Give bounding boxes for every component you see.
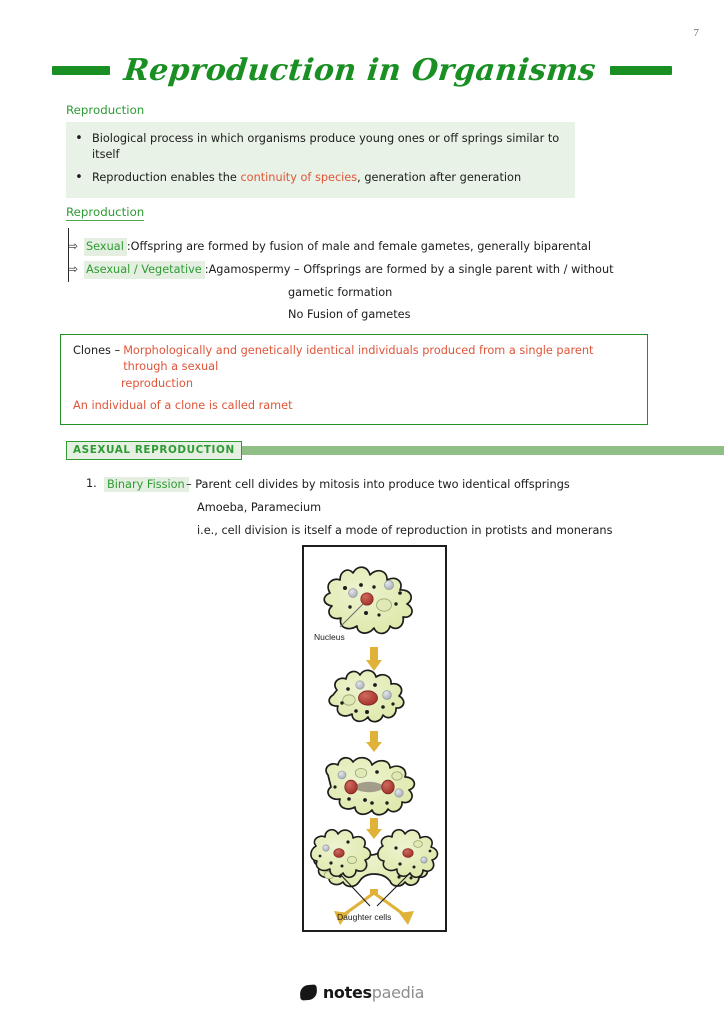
list-item	[66, 128, 575, 167]
title-rule-right	[610, 66, 672, 75]
reproduction-type-row-sexual	[68, 238, 591, 256]
bullet-icon: •	[75, 131, 83, 146]
title-rule-left	[52, 66, 110, 75]
binary-fission-term: Binary Fission	[104, 477, 189, 492]
page-title: Reproduction in Organisms	[122, 52, 598, 88]
clones-definition: Morphologically and genetically identical individuals produced from a single parent through a sexual	[123, 344, 594, 374]
daughter-cell-right	[378, 830, 438, 878]
type-term-asexual: Asexual / Vegetative	[84, 261, 205, 279]
reproduction-type-row-asexual	[68, 261, 614, 279]
notespaedia-wordmark	[323, 983, 424, 1002]
bullet-icon: •	[75, 169, 83, 185]
nucleus-label: Nucleus	[314, 632, 345, 642]
binary-fission-line-2: Amoeba, Paramecium	[197, 501, 322, 514]
highlighted-term: continuity of species	[240, 170, 358, 184]
diagram-arrow-1	[366, 647, 382, 671]
footer-logo	[0, 983, 724, 1002]
diagram-stage-2	[329, 670, 404, 721]
reproduction-intro-heading: Reproduction	[66, 103, 145, 117]
type-term-sexual: Sexual	[84, 238, 127, 256]
logo-text-light: paedia	[371, 983, 425, 1002]
page-number: 7	[693, 27, 699, 39]
daughter-cell-left	[311, 830, 371, 878]
binary-fission-line-3: i.e., cell division is itself a mode of reproduction in protists and monerans	[197, 524, 613, 537]
type-separator: :	[126, 240, 131, 253]
logo-text-bold: notes	[322, 983, 372, 1002]
diagram-stage-3	[326, 758, 414, 815]
type-continuation-line-1: gametic formation	[288, 286, 393, 299]
chapter-title-row	[0, 50, 724, 90]
daughter-cells-label: Daughter cells	[337, 912, 392, 922]
type-continuation-line-2: No Fusion of gametes	[288, 308, 411, 321]
clones-callout-box	[60, 334, 648, 425]
diagram-stage-1	[314, 567, 412, 642]
type-description-asexual: Agamospermy – Offsprings are formed by a single parent with / without	[208, 263, 614, 276]
binary-fission-line-1: – Parent cell divides by mitosis into produce two identical offsprings	[186, 478, 570, 491]
list-number: 1.	[86, 477, 97, 490]
arrow-right-icon: ⇨	[68, 262, 79, 276]
arrow-right-icon: ⇨	[68, 239, 79, 253]
diagram-arrow-2	[366, 731, 382, 752]
list-item	[66, 167, 575, 190]
list-item-text-post: , generation after generation	[357, 170, 522, 184]
type-separator: :	[204, 263, 209, 276]
type-description-sexual: Offspring are formed by fusion of male and female gametes, generally biparental	[130, 240, 591, 253]
clones-line-1	[73, 343, 635, 376]
section-title-badge: ASEXUAL REPRODUCTION	[66, 441, 242, 460]
daughter-cells-group	[304, 818, 445, 928]
clones-line-3: An individual of a clone is called ramet	[73, 399, 293, 413]
list-item-text	[92, 170, 575, 186]
reproduction-intro-block	[66, 122, 575, 198]
notespaedia-logo-icon	[299, 984, 317, 1000]
asexual-reproduction-header	[0, 441, 724, 461]
list-item-text: Biological process in which organisms produce young ones or off springs similar to itself	[92, 132, 560, 162]
clones-label: Clones –	[73, 344, 121, 357]
reproduction-types-heading: Reproduction	[66, 205, 145, 219]
list-item-text-pre: Reproduction enables the	[92, 170, 241, 184]
clones-line-2: reproduction	[121, 376, 194, 390]
